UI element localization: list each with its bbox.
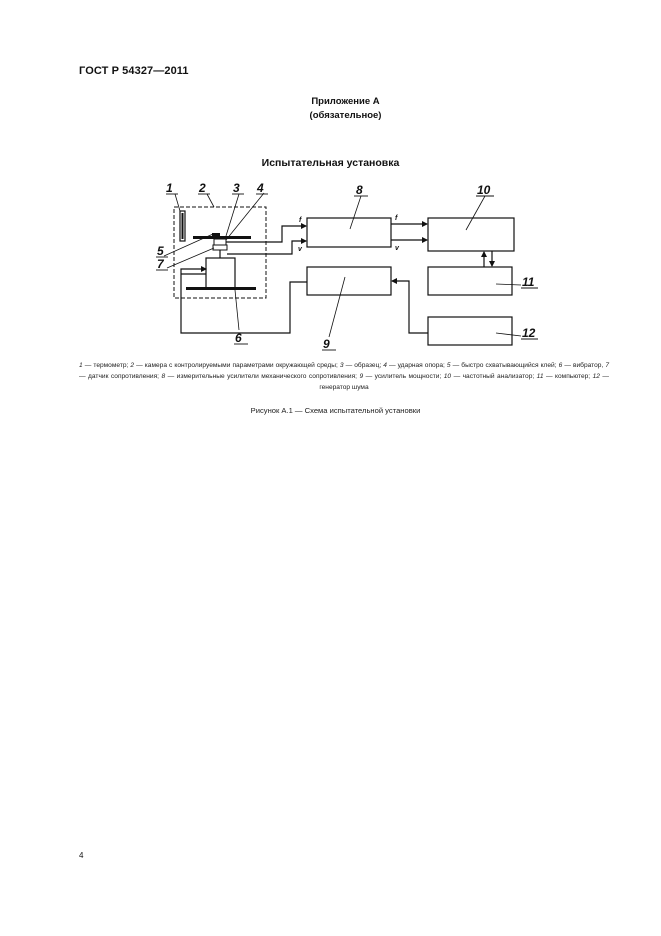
figure-caption: Рисунок А.1 — Схема испытательной установки	[250, 406, 421, 415]
block-power-amplifier	[307, 267, 391, 295]
legend-item: 12 — генератор шума	[319, 373, 609, 391]
impedance-sensor	[213, 245, 227, 250]
label-11: 11	[522, 275, 535, 289]
label-4: 4	[257, 181, 264, 195]
impact-support	[214, 239, 226, 245]
legend-item: 4 — ударная опора;	[383, 362, 447, 369]
label-9: 9	[323, 337, 330, 351]
legend-item: 10 — частотный анализатор;	[443, 373, 537, 380]
legend-item: 9 — усилитель мощности;	[359, 373, 444, 380]
label-3: 3	[233, 181, 240, 195]
signal-v-in: v	[298, 246, 302, 253]
block-frequency-analyzer	[428, 218, 514, 251]
legend-item: 11 — компьютер;	[536, 373, 593, 380]
legend-item: 3 — образец;	[339, 362, 384, 369]
label-12: 12	[522, 326, 536, 340]
legend-item: 8 — измерительные усилители механического сопротивления;	[161, 373, 360, 380]
figure-heading: Испытательная установка	[261, 157, 400, 169]
legend-item: 7 — датчик сопротивления;	[79, 362, 609, 380]
block-computer	[428, 267, 512, 295]
label-7: 7	[157, 257, 164, 271]
label-5: 5	[157, 244, 164, 258]
legend-item: 2 — камера с контролируемыми параметрами окружающей среды;	[130, 362, 340, 369]
base-plate	[186, 287, 256, 290]
annex-title: Приложение А	[311, 96, 380, 107]
test-setup-diagram	[0, 0, 661, 420]
block-noise-generator	[428, 317, 512, 345]
label-6: 6	[235, 331, 242, 345]
signal-f-out: f	[395, 215, 398, 222]
legend-item: 5 — быстро схватывающийся клей;	[446, 362, 559, 369]
legend-item: 6 — вибратор,	[558, 362, 606, 369]
legend-item: 1 — термометр;	[79, 362, 131, 369]
signal-f-in: f	[299, 217, 302, 224]
standard-number: ГОСТ Р 54327—2011	[79, 65, 189, 77]
glue-layer	[212, 233, 220, 236]
label-10: 10	[477, 183, 491, 197]
thermometer-column	[182, 213, 184, 239]
signal-v-out: v	[395, 245, 399, 252]
vibrator	[206, 258, 235, 288]
block-measuring-amplifiers	[307, 218, 391, 247]
label-8: 8	[356, 183, 363, 197]
label-2: 2	[199, 181, 206, 195]
page-number: 4	[79, 851, 84, 860]
annex-status: (обязательное)	[309, 110, 382, 121]
label-1: 1	[166, 181, 173, 195]
figure-legend	[79, 360, 609, 393]
